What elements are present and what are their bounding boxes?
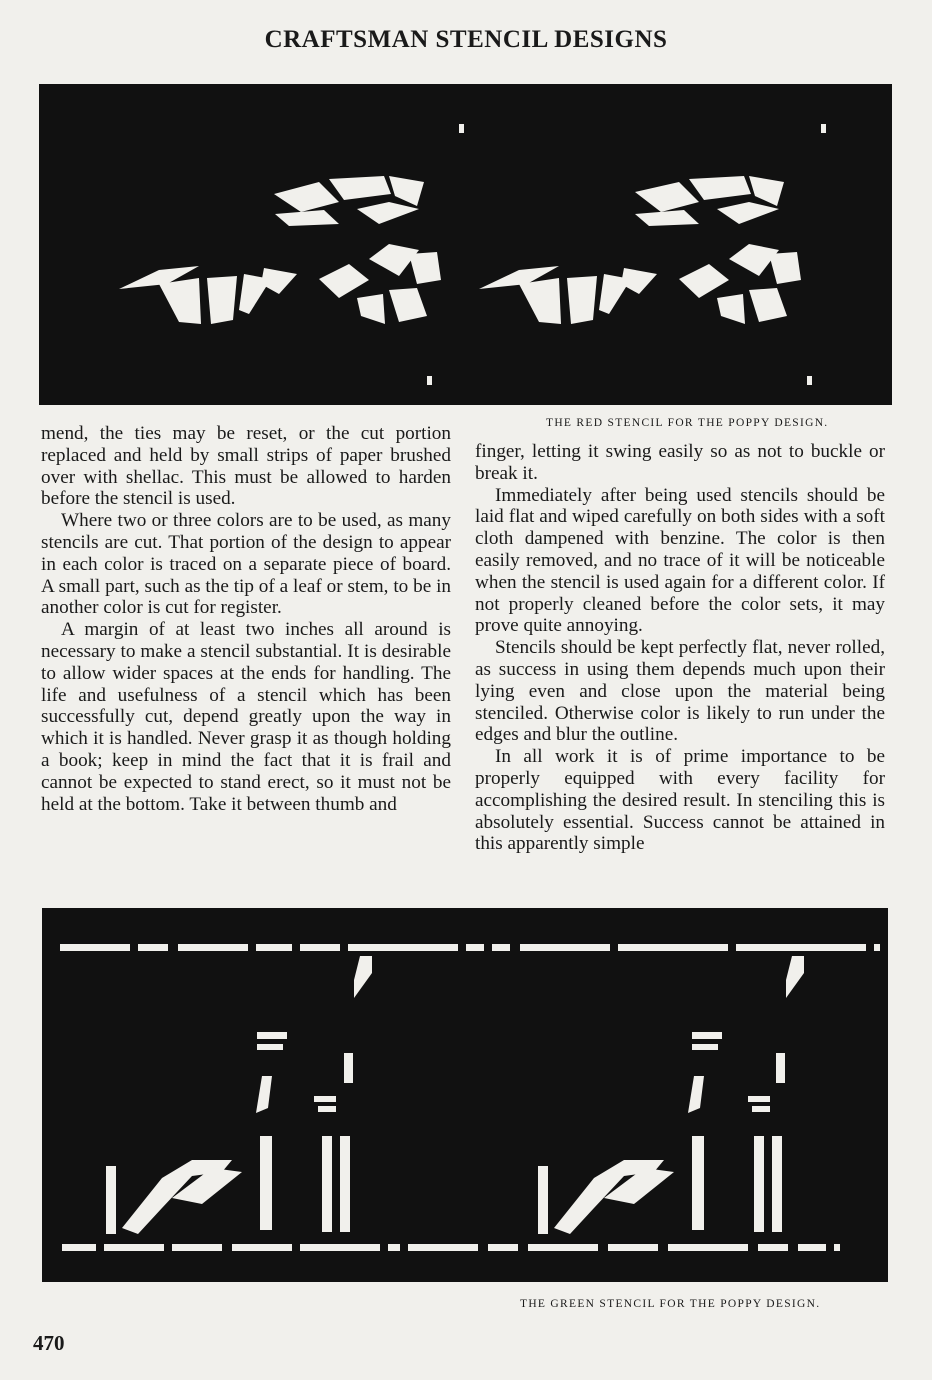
poppy-stems-stencil-art (42, 908, 888, 1282)
red-stencil-caption: THE RED STENCIL FOR THE POPPY DESIGN. (546, 417, 829, 429)
red-stencil-illustration (39, 84, 892, 405)
paragraph: mend, the ties may be reset, or the cut portion replaced and held by small strips of paper brushed over with shellac. This must be allowed to harden before the stencil is used. (41, 423, 451, 510)
green-stencil-caption: THE GREEN STENCIL FOR THE POPPY DESIGN. (520, 1298, 821, 1310)
paragraph: finger, letting it swing easily so as not to buckle or break it. (475, 441, 885, 484)
stems-group-left (106, 956, 372, 1234)
page-number: 470 (33, 1331, 65, 1355)
paragraph: Where two or three colors are to be used, as many stencils are cut. That portion of the design to appear in each color is traced on a separate piece of board. A small part, such as the tip of a leaf or stem, to be in another color is cut for register. (41, 510, 451, 619)
left-text-column (41, 423, 451, 815)
right-text-column (475, 441, 885, 855)
paragraph: Stencils should be kept perfectly flat, never rolled, as success in using them depends much upon their lying even and close upon the material being stenciled. Otherwise color is likely to run under the edges and blur the outline. (475, 637, 885, 746)
bottom-border-bars (62, 1244, 840, 1251)
poppy-group-right (479, 176, 801, 324)
paragraph: Immediately after being used stencils should be laid flat and wiped carefully on both sides with a soft cloth dampened with benzine. The color is then easily removed, and no trace of it will be noticeable when the stencil is used again for a different color. If not properly cleaned before the color sets, it may prove quite annoying. (475, 484, 885, 637)
green-stencil-illustration (42, 908, 888, 1282)
poppy-group-left (119, 176, 441, 324)
paragraph: A margin of at least two inches all around is necessary to make a stencil substantial. It is desirable to allow wider spaces at the ends for handling. The life and usefulness of a stencil which has been successfully cut, depend greatly upon the way in which it is handled. Never grasp it as though holding a book; keep in mind the fact that it is frail and cannot be expected to stand erect, so it must not be held at the bottom. Take it between thumb and (41, 619, 451, 815)
page-title: CRAFTSMAN STENCIL DESIGNS (264, 26, 668, 53)
poppy-flowers-stencil-art (39, 84, 892, 405)
paragraph: In all work it is of prime importance to be properly equipped with every facility for accomplishing the desired result. In stenciling this is absolutely essential. Success cannot be attained in this apparently simple (475, 746, 885, 855)
top-border-bars (60, 944, 880, 951)
stems-group-right (538, 956, 804, 1234)
